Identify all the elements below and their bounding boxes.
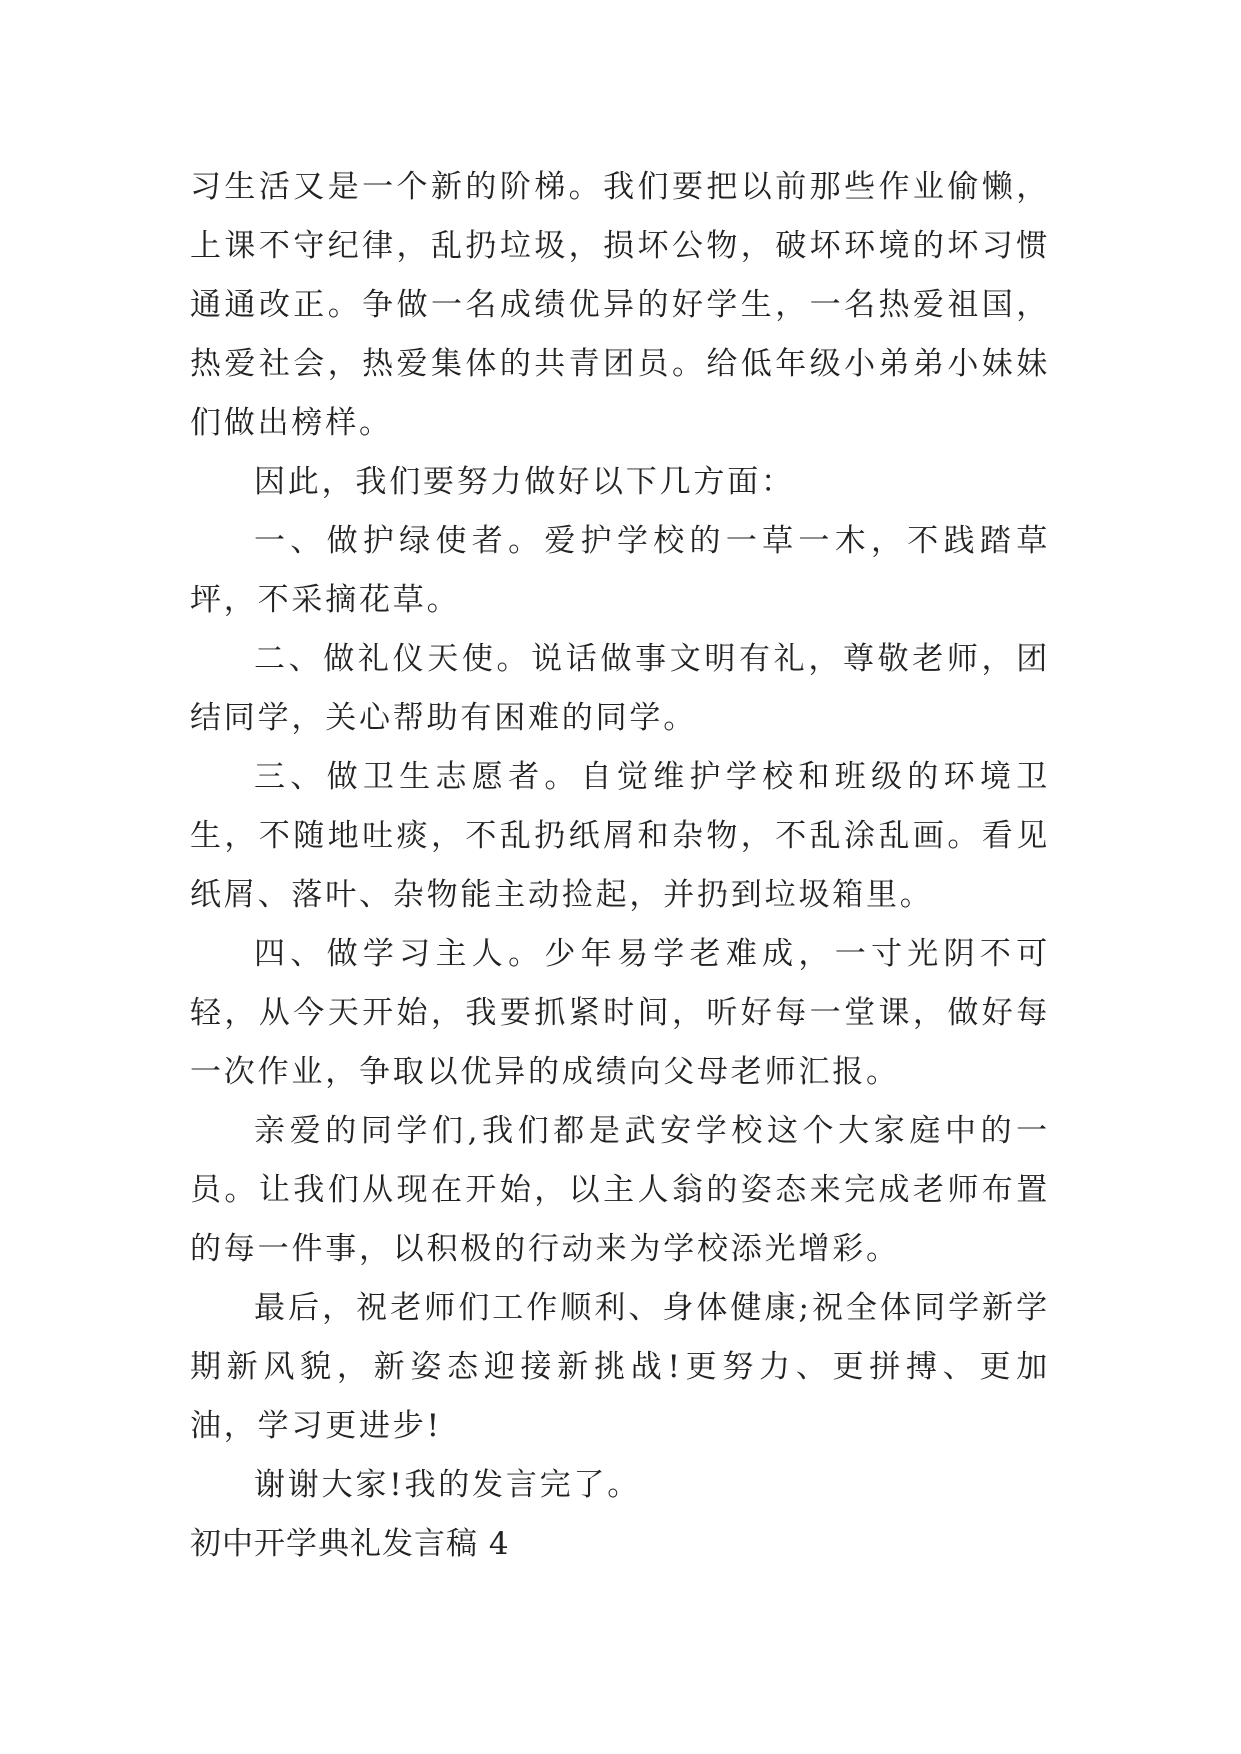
paragraph-5: 三、做卫生志愿者。自觉维护学校和班级的环境卫生，不随地吐痰，不乱扔纸屑和杂物，不乱涂乱画。看见纸屑、落叶、杂物能主动捡起，并扔到垃圾箱里。 [190,759,1050,913]
paragraph-7: 亲爱的同学们,我们都是武安学校这个大家庭中的一员。让我们从现在开始，以主人翁的姿态来完成老师布置的每一件事，以积极的行动来为学校添光增彩。 [190,1113,1050,1267]
paragraph-2: 因此，我们要努力做好以下几方面： [254,464,795,500]
paragraph-8: 最后，祝老师们工作顺利、身体健康;祝全体同学新学期新风貌，新姿态迎接新挑战!更努力、更拼搏、更加油，学习更进步! [190,1290,1050,1444]
section-heading: 初中开学典礼发言稿 4 [190,1526,510,1562]
document-body [190,158,1050,1574]
paragraph-1: 习生活又是一个新的阶梯。我们要把以前那些作业偷懒，上课不守纪律，乱扔垃圾，损坏公物，破坏环境的坏习惯通通改正。争做一名成绩优异的好学生，一名热爱祖国，热爱社会，热爱集体的共青团员。给低年级小弟弟小妹妹们做出榜样。 [190,169,1050,441]
paragraph-6: 四、做学习主人。少年易学老难成，一寸光阴不可轻，从今天开始，我要抓紧时间，听好每一堂课，做好每一次作业，争取以优异的成绩向父母老师汇报。 [190,936,1050,1090]
paragraph-9: 谢谢大家!我的发言完了。 [254,1467,642,1503]
paragraph-3: 一、做护绿使者。爱护学校的一草一木，不践踏草坪，不采摘花草。 [190,523,1050,618]
paragraph-4: 二、做礼仪天使。说话做事文明有礼，尊敬老师，团结同学，关心帮助有困难的同学。 [190,641,1050,736]
